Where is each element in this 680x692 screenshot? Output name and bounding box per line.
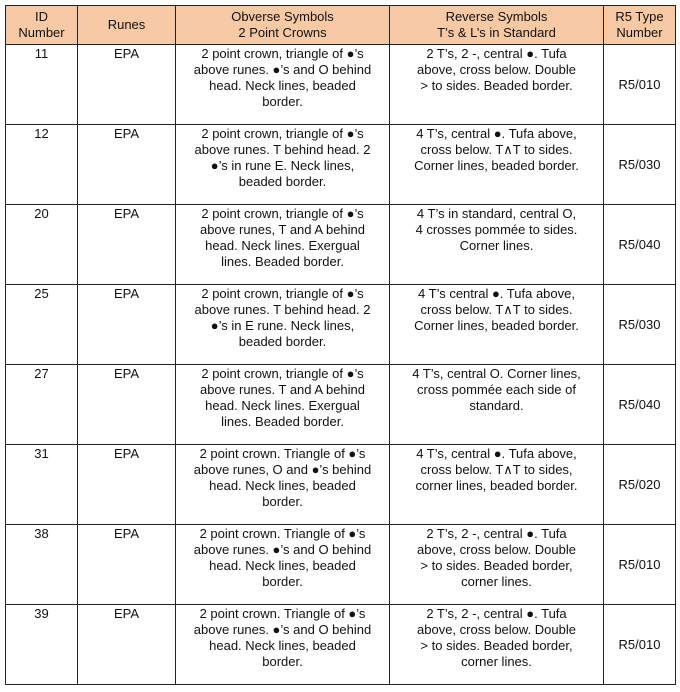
obverse-cell-line: above runes. ●’s and O behind: [193, 542, 372, 557]
reverse-cell-line: corner lines, beaded border.: [415, 478, 578, 493]
header-row: [6, 6, 676, 45]
reverse-cell: [390, 525, 604, 605]
obverse-cell-line: lines. Beaded border.: [221, 414, 344, 429]
obverse-cell-line: above runes, T and A behind: [199, 222, 366, 237]
type-cell: R5/030: [604, 125, 676, 205]
obverse-cell-line: head. Neck lines, beaded: [209, 558, 356, 573]
reverse-cell-line: above, cross below. Double: [417, 542, 576, 557]
type-cell: R5/010: [604, 525, 676, 605]
id-cell: 27: [6, 365, 78, 445]
reverse-cell: [390, 445, 604, 525]
reverse-cell-line: 4 T’s, central ●. Tufa above,: [416, 446, 577, 461]
reverse-cell-line: cross below. T∧T to sides,: [420, 462, 573, 477]
reverse-cell-line: > to sides. Beaded border,: [420, 558, 573, 573]
table-row: [6, 525, 676, 605]
obverse-cell: [176, 605, 390, 685]
reverse-cell-line: cross pommée each side of: [417, 382, 576, 397]
reverse-cell-line: 2 T’s, 2 -, central ●. Tufa: [426, 606, 567, 621]
reverse-cell: [390, 365, 604, 445]
type-cell: R5/030: [604, 285, 676, 365]
reverse-cell-line: > to sides. Beaded border,: [420, 638, 573, 653]
table-row: [6, 365, 676, 445]
obverse-cell-line: beaded border.: [238, 174, 327, 189]
obverse-cell-line: ●’s in E rune. Neck lines,: [210, 318, 355, 333]
reverse-cell: [390, 285, 604, 365]
reverse-cell-line: 4 crosses pommée to sides.: [415, 222, 578, 237]
reverse-cell-line: corner lines.: [461, 574, 532, 589]
reverse-cell-line: 2 T’s, 2 -, central ●. Tufa: [426, 46, 567, 61]
reverse-cell: [390, 45, 604, 125]
obverse-cell-line: 2 point crown, triangle of ●’s: [201, 286, 364, 301]
obverse-cell-line: lines. Beaded border.: [221, 254, 344, 269]
reverse-cell-line: Corner lines.: [459, 238, 534, 253]
obverse-cell-line: head. Neck lines, beaded: [209, 638, 356, 653]
obverse-cell-line: border.: [262, 574, 303, 589]
type-cell: R5/010: [604, 605, 676, 685]
obverse-cell: [176, 285, 390, 365]
obverse-cell: [176, 205, 390, 285]
reverse-cell-line: cross below. T∧T to sides.: [420, 142, 573, 157]
id-cell: 12: [6, 125, 78, 205]
obverse-cell-line: beaded border.: [238, 334, 327, 349]
type-cell: R5/020: [604, 445, 676, 525]
reverse-cell-line: > to sides. Beaded border.: [420, 78, 573, 93]
obverse-cell-line: 2 point crown, triangle of ●’s: [201, 126, 364, 141]
obverse-cell-line: 2 point crown, triangle of ●’s: [201, 366, 364, 381]
header-id: ID Number: [6, 6, 78, 45]
obverse-cell: [176, 45, 390, 125]
obverse-cell: [176, 125, 390, 205]
obverse-cell-line: above runes. T behind head. 2: [194, 142, 371, 157]
table-body: [6, 45, 676, 685]
obverse-cell-line: border.: [262, 654, 303, 669]
header-obverse: Obverse Symbols 2 Point Crowns: [176, 6, 390, 45]
table-row: [6, 45, 676, 125]
runes-cell: EPA: [78, 365, 176, 445]
table-row: [6, 285, 676, 365]
reverse-cell-line: Corner lines, beaded border.: [414, 318, 579, 333]
obverse-cell-line: head. Neck lines. Exergual: [205, 238, 360, 253]
reverse-cell-line: 4 T’s in standard, central O,: [416, 206, 577, 221]
coin-type-table: [5, 5, 676, 685]
id-cell: 31: [6, 445, 78, 525]
obverse-cell-line: border.: [262, 494, 303, 509]
reverse-cell-line: 4 T’s, central ●. Tufa above,: [416, 126, 577, 141]
reverse-cell-line: 2 T’s, 2 -, central ●. Tufa: [426, 526, 567, 541]
runes-cell: EPA: [78, 525, 176, 605]
obverse-cell-line: above runes. T and A behind: [199, 382, 366, 397]
reverse-cell-line: above, cross below. Double: [417, 622, 576, 637]
reverse-cell-line: Corner lines, beaded border.: [414, 158, 579, 173]
obverse-cell: [176, 525, 390, 605]
obverse-cell-line: ●’s in rune E. Neck lines,: [210, 158, 355, 173]
reverse-cell-line: 4 T’s central ●. Tufa above,: [418, 286, 575, 301]
type-cell: R5/040: [604, 365, 676, 445]
obverse-cell-line: 2 point crown. Triangle of ●’s: [199, 606, 366, 621]
reverse-cell-line: 4 T’s, central O. Corner lines,: [412, 366, 581, 381]
reverse-cell: [390, 125, 604, 205]
obverse-cell-line: head. Neck lines, beaded: [209, 78, 356, 93]
runes-cell: EPA: [78, 445, 176, 525]
reverse-cell: [390, 205, 604, 285]
reverse-cell-line: standard.: [469, 398, 524, 413]
table-row: [6, 125, 676, 205]
obverse-cell-line: border.: [262, 94, 303, 109]
id-cell: 25: [6, 285, 78, 365]
reverse-cell-line: cross below. T∧T to sides.: [420, 302, 573, 317]
header-reverse: Reverse Symbols T’s & L’s in Standard: [390, 6, 604, 45]
header-type: R5 Type Number: [604, 6, 676, 45]
obverse-cell: [176, 365, 390, 445]
obverse-cell-line: head. Neck lines, beaded: [209, 478, 356, 493]
obverse-cell-line: 2 point crown. Triangle of ●’s: [199, 446, 366, 461]
obverse-cell-line: above runes. T behind head. 2: [194, 302, 371, 317]
runes-cell: EPA: [78, 605, 176, 685]
runes-cell: EPA: [78, 125, 176, 205]
obverse-cell-line: 2 point crown. Triangle of ●’s: [199, 526, 366, 541]
obverse-cell-line: 2 point crown, triangle of ●’s: [201, 206, 364, 221]
reverse-cell: [390, 605, 604, 685]
id-cell: 38: [6, 525, 78, 605]
runes-cell: EPA: [78, 205, 176, 285]
type-cell: R5/040: [604, 205, 676, 285]
type-cell: R5/010: [604, 45, 676, 125]
obverse-cell-line: above runes, O and ●’s behind: [193, 462, 372, 477]
obverse-cell-line: head. Neck lines. Exergual: [205, 398, 360, 413]
table-row: [6, 605, 676, 685]
id-cell: 39: [6, 605, 78, 685]
reverse-cell-line: above, cross below. Double: [417, 62, 576, 77]
runes-cell: EPA: [78, 45, 176, 125]
obverse-cell-line: above runes. ●’s and O behind: [193, 62, 372, 77]
table-row: [6, 205, 676, 285]
id-cell: 20: [6, 205, 78, 285]
reverse-cell-line: corner lines.: [461, 654, 532, 669]
obverse-cell: [176, 445, 390, 525]
obverse-cell-line: 2 point crown, triangle of ●’s: [201, 46, 364, 61]
obverse-cell-line: above runes. ●’s and O behind: [193, 622, 372, 637]
runes-cell: EPA: [78, 285, 176, 365]
table-row: [6, 445, 676, 525]
header-runes: Runes: [78, 6, 176, 45]
id-cell: 11: [6, 45, 78, 125]
